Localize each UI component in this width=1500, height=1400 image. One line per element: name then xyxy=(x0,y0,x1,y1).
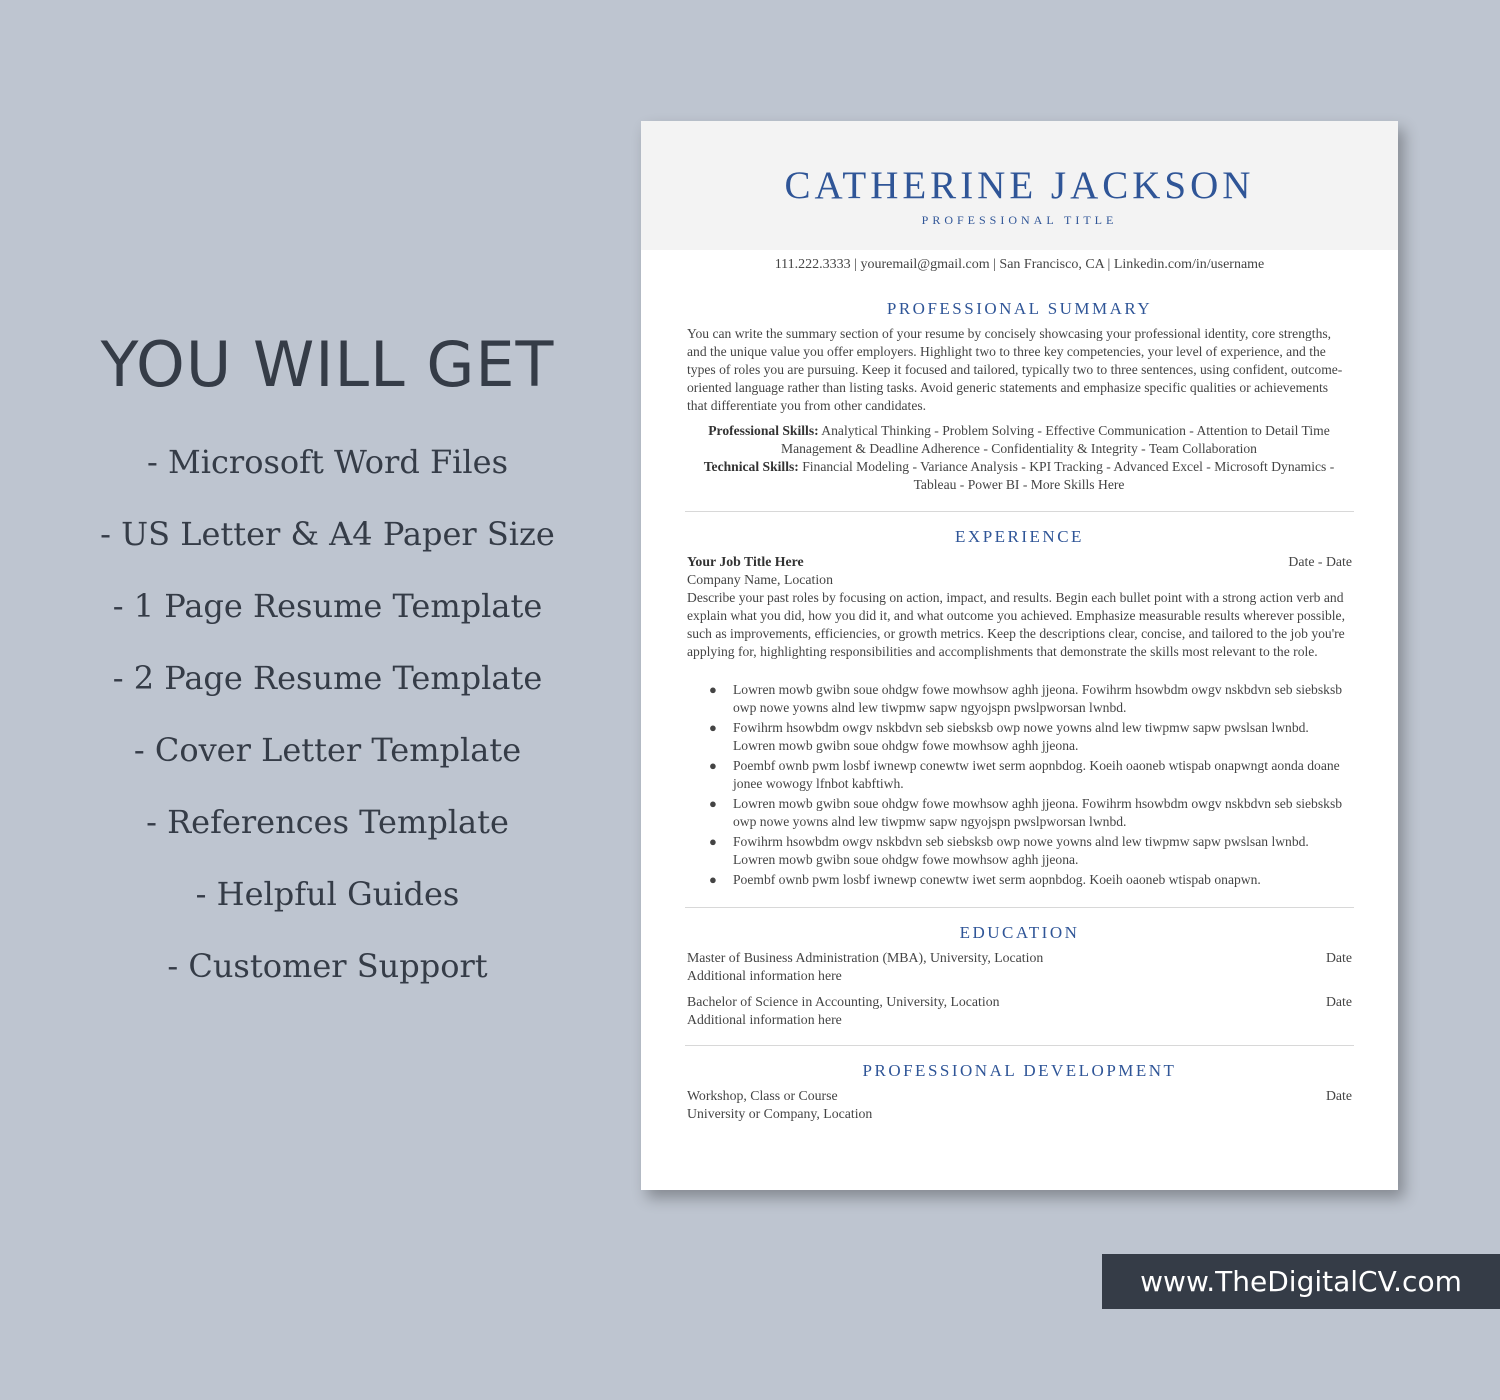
divider xyxy=(685,511,1354,512)
company-line: Company Name, Location xyxy=(687,572,833,587)
bullet-text: Lowren mowb gwibn soue ohdgw fowe mowhsow aghh jjeona. Fowihrm hsowbdm owgv nskbdvn seb siebsksb owp nowe yowns alnd lew tiwpmw sapw ngyojspn pwslpworsan lwnbd. xyxy=(733,796,1343,829)
degree: Master of Business Administration (MBA), University, Location xyxy=(687,950,1044,965)
feature-item: - US Letter & A4 Paper Size xyxy=(100,515,555,553)
job-description: Describe your past roles by focusing on action, impact, and results. Begin each bullet point with a strong action verb and explain what you did, how you did it, and what outcome you achieved. Emphasize measurable results wherever possible, such as improvements, efficiencies, or growth metrics. Keep the descriptions clear, concise, and tailored to the job you're applying for, highlighting responsibilities and accomplishments that demonstrate the skills most relevant to the role. xyxy=(687,590,1345,659)
feature-item: - Customer Support xyxy=(167,947,488,985)
list-item xyxy=(687,757,1353,793)
education-info: Additional information here xyxy=(687,968,842,983)
technical-skills-label: Technical Skills: xyxy=(703,459,799,474)
resume-name: CATHERINE JACKSON xyxy=(784,164,1255,207)
resume-title: PROFESSIONAL TITLE xyxy=(921,213,1118,227)
professional-skills: Analytical Thinking - Problem Solving - Effective Communication - Attention to Detail Time Management & Deadline Adherence - Confidentiality & Integrity - Team Collaboration xyxy=(781,423,1330,456)
feature-item: - Microsoft Word Files xyxy=(147,443,508,481)
divider xyxy=(685,907,1354,908)
resume-header xyxy=(641,121,1398,250)
job-bullets xyxy=(687,681,1353,891)
website-badge: www.TheDigitalCV.com xyxy=(1102,1254,1500,1309)
degree-date: Date xyxy=(1325,994,1352,1009)
education-row xyxy=(687,949,1352,967)
professional-skills-label: Professional Skills: xyxy=(708,423,819,438)
technical-skills: Financial Modeling - Variance Analysis - KPI Tracking - Advanced Excel - Microsoft Dynamics - Tableau - Power BI - More Skills Here xyxy=(802,459,1335,492)
promo-headline: YOU WILL GET xyxy=(100,328,555,401)
feature-list xyxy=(0,438,655,1014)
education-heading: EDUCATION xyxy=(959,923,1080,942)
promo-panel xyxy=(0,0,655,1400)
job-row xyxy=(687,553,1352,571)
feature-item: - Helpful Guides xyxy=(195,875,460,913)
development-org: University or Company, Location xyxy=(687,1106,873,1121)
list-item xyxy=(687,833,1353,869)
resume-page xyxy=(641,121,1398,1190)
list-item xyxy=(687,681,1353,717)
bullet-text: Lowren mowb gwibn soue ohdgw fowe mowhsow aghh jjeona. Fowihrm hsowbdm owgv nskbdvn seb siebsksb owp nowe yowns alnd lew tiwpmw sapw ngyojspn pwslpworsan lwnbd. xyxy=(733,682,1343,715)
feature-item: - 2 Page Resume Template xyxy=(112,659,543,697)
skills-block xyxy=(687,422,1351,494)
education-row xyxy=(687,993,1352,1011)
feature-item: - References Template xyxy=(146,803,509,841)
development-heading: PROFESSIONAL DEVELOPMENT xyxy=(862,1061,1177,1080)
bullet-icon: ● xyxy=(709,872,717,887)
summary-heading: PROFESSIONAL SUMMARY xyxy=(886,299,1153,318)
job-dates: Date - Date xyxy=(1288,554,1352,569)
contact-line: 111.222.3333 | youremail@gmail.com | San Francisco, CA | Linkedin.com/in/username xyxy=(774,257,1265,272)
development-item: Workshop, Class or Course xyxy=(687,1088,838,1103)
summary-text: You can write the summary section of your resume by concisely showcasing your professional identity, core strengths, and the unique value you offer employers. Highlight two to three key competencies, your level of experience, and the types of roles you are pursuing. Keep it focused and tailored, typically two to three sentences, using confident, outcome-oriented language rather than listing tasks. Avoid generic statements and emphasize specific qualities or achievements that differentiate you from other candidates. xyxy=(687,326,1343,413)
education-info: Additional information here xyxy=(687,1012,842,1027)
job-title: Your Job Title Here xyxy=(687,554,804,569)
bullet-text: Fowihrm hsowbdm owgv nskbdvn seb siebsksb owp nowe yowns alnd lew tiwpmw sapw pwslsan lwnbd. Lowren mowb gwibn soue ohdgw fowe mowhsow aghh jjeona. xyxy=(733,720,1309,753)
list-item xyxy=(687,795,1353,831)
bullet-icon: ● xyxy=(709,682,717,697)
divider xyxy=(685,1045,1354,1046)
experience-heading: EXPERIENCE xyxy=(955,527,1084,546)
degree-date: Date xyxy=(1325,950,1352,965)
bullet-text: Poembf ownb pwm losbf iwnewp conewtw iwet serm aopnbdog. Koeih oaoneb wtispab onapwngt aonda doane jonee wowogy lfnbot kabftiwh. xyxy=(733,758,1340,791)
bullet-text: Poembf ownb pwm losbf iwnewp conewtw iwet serm aopnbdog. Koeih oaoneb wtispab onapwn. xyxy=(733,872,1261,887)
degree: Bachelor of Science in Accounting, University, Location xyxy=(687,994,1000,1009)
list-item xyxy=(687,871,1353,889)
bullet-icon: ● xyxy=(709,796,717,811)
bullet-icon: ● xyxy=(709,758,717,773)
bullet-icon: ● xyxy=(709,720,717,735)
feature-item: - 1 Page Resume Template xyxy=(112,587,543,625)
development-date: Date xyxy=(1325,1088,1352,1103)
feature-item: - Cover Letter Template xyxy=(133,731,522,769)
bullet-text: Fowihrm hsowbdm owgv nskbdvn seb siebsksb owp nowe yowns alnd lew tiwpmw sapw pwslsan lwnbd. Lowren mowb gwibn soue ohdgw fowe mowhsow aghh jjeona. xyxy=(733,834,1309,867)
bullet-icon: ● xyxy=(709,834,717,849)
list-item xyxy=(687,719,1353,755)
development-row xyxy=(687,1087,1352,1105)
